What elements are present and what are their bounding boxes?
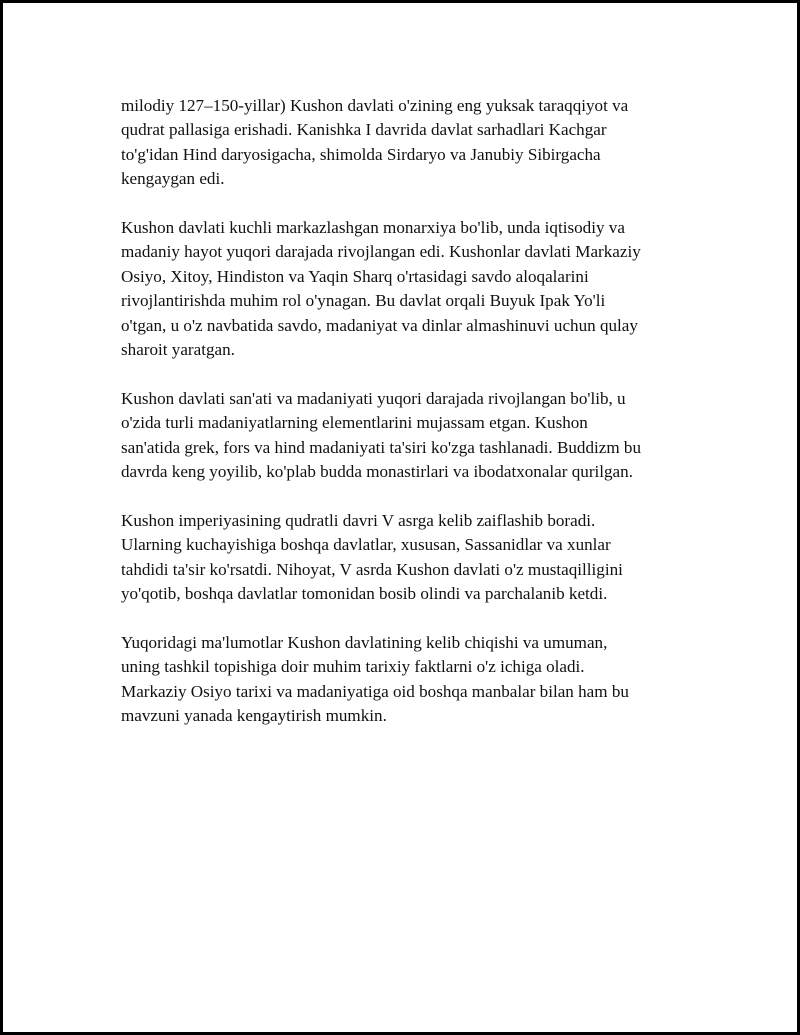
text-line: to'g'idan Hind daryosigacha, shimolda Sirdaryo va Janubiy Sibirgacha xyxy=(121,144,601,164)
text-line: Markaziy Osiyo tarixi va madaniyatiga oid boshqa manbalar bilan ham bu xyxy=(121,681,629,701)
text-line: Ularning kuchayishiga boshqa davlatlar, xususan, Sassanidlar va xunlar xyxy=(121,535,611,555)
text-line: o'tgan, u o'z navbatida savdo, madaniyat va dinlar almashinuvi uchun qulay xyxy=(121,315,638,335)
text-line: tahdidi ta'sir ko'rsatdi. Nihoyat, V asrda Kushon davlati o'z mustaqilligini xyxy=(121,559,623,579)
text-line: yo'qotib, boshqa davlatlar tomonidan bosib olindi va parchalanib ketdi. xyxy=(121,584,608,604)
document-body xyxy=(121,94,696,753)
paragraph-2 xyxy=(121,216,696,362)
text-line: milodiy 127–150-yillar) Kushon davlati o'zining eng yuksak taraqqiyot va xyxy=(121,96,629,115)
paragraph-1 xyxy=(121,94,696,192)
text-line: davrda keng yoyilib, ko'plab budda monastirlari va ibodatxonalar qurilgan. xyxy=(121,462,633,482)
text-line: Kushon davlati kuchli markazlashgan monarxiya bo'lib, unda iqtisodiy va xyxy=(121,218,625,238)
paragraph-3 xyxy=(121,387,696,485)
text-line: Osiyo, Xitoy, Hindiston va Yaqin Sharq o'rtasidagi savdo aloqalarini xyxy=(121,266,589,286)
text-line: Kushon imperiyasining qudratli davri V asrga kelib zaiflashib boradi. xyxy=(121,510,596,530)
text-line: madaniy hayot yuqori darajada rivojlangan edi. Kushonlar davlati Markaziy xyxy=(121,242,641,262)
text-line: kengaygan edi. xyxy=(121,169,225,189)
text-line: mavzuni yanada kengaytirish mumkin. xyxy=(121,706,387,726)
text-line: san'atida grek, fors va hind madaniyati ta'siri ko'zga tashlanadi. Buddizm bu xyxy=(121,437,642,457)
text-line: sharoit yaratgan. xyxy=(121,340,235,360)
text-line: qudrat pallasiga erishadi. Kanishka I davrida davlat sarhadlari Kachgar xyxy=(121,120,607,140)
paragraph-5 xyxy=(121,631,696,729)
text-line: Yuqoridagi ma'lumotlar Kushon davlatining kelib chiqishi va umuman, xyxy=(121,632,608,652)
text-line: Kushon davlati san'ati va madaniyati yuqori darajada rivojlangan bo'lib, u xyxy=(121,388,626,408)
paragraph-4 xyxy=(121,509,696,607)
text-line: rivojlantirishda muhim rol o'ynagan. Bu davlat orqali Buyuk Ipak Yo'li xyxy=(121,291,606,311)
text-line: uning tashkil topishiga doir muhim tarixiy faktlarni o'z ichiga oladi. xyxy=(121,657,585,677)
text-line: o'zida turli madaniyatlarning elementlarini mujassam etgan. Kushon xyxy=(121,413,588,433)
